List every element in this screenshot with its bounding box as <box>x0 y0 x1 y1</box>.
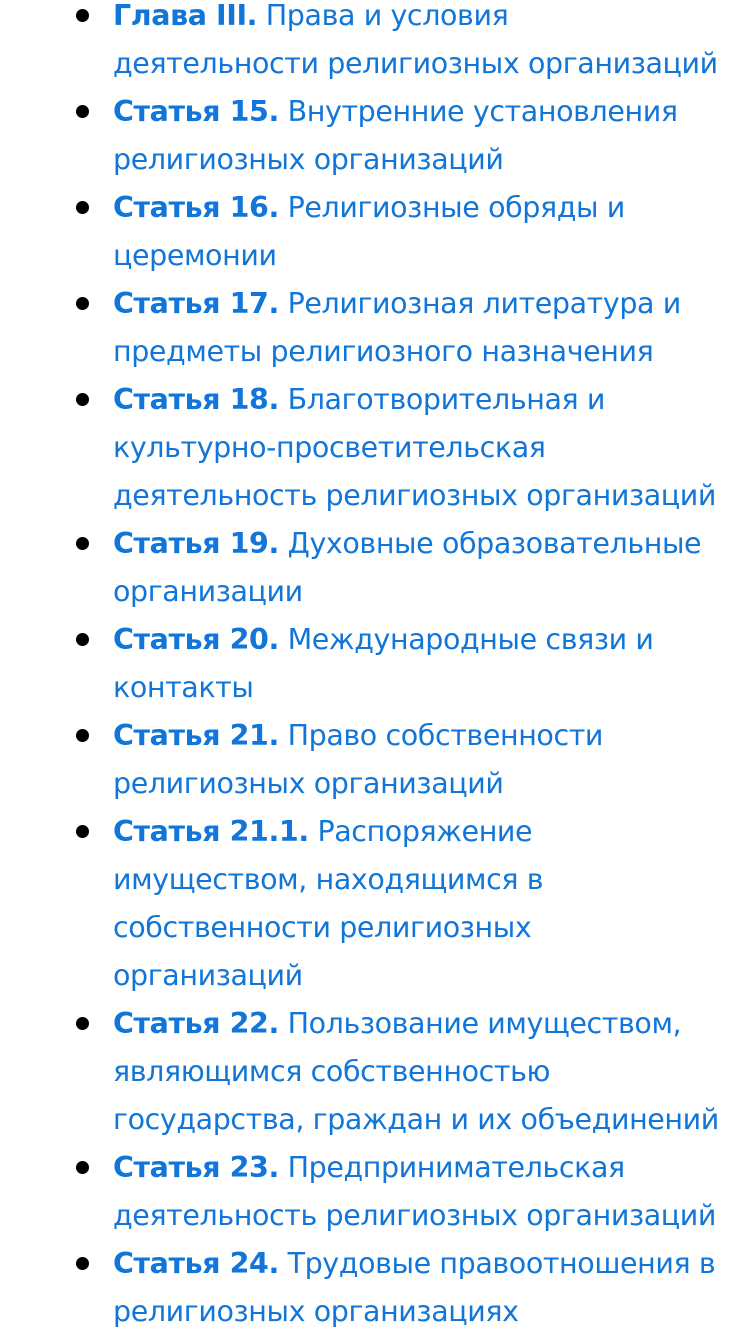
toc-item-number: Статья 19. <box>113 527 279 560</box>
list-item <box>0 0 750 88</box>
list-item <box>0 520 750 616</box>
list-item <box>0 616 750 712</box>
toc-item-title: Распоряжение имуществом, находящимся в собственности религиозных организаций <box>113 815 544 992</box>
bullet-icon <box>76 825 89 838</box>
list-item <box>0 1240 750 1336</box>
toc-link-article-17[interactable] <box>113 287 681 368</box>
toc-item-number: Статья 15. <box>113 95 279 128</box>
toc-item-title: Благотворительная и культурно-просветительская деятельность религиозных организаций <box>113 383 717 512</box>
toc-item-number: Статья 22. <box>113 1007 279 1040</box>
bullet-icon <box>76 1161 89 1174</box>
toc-item-number: Статья 24. <box>113 1247 279 1280</box>
list-item <box>0 712 750 808</box>
toc-item-number: Статья 23. <box>113 1151 279 1184</box>
bullet-icon <box>76 633 89 646</box>
toc-item-title: Право собственности религиозных организаций <box>113 719 604 800</box>
list-item <box>0 184 750 280</box>
toc-item-number: Глава III. <box>113 0 258 32</box>
bullet-icon <box>76 393 89 406</box>
toc-item-title: Права и условия деятельности религиозных организаций <box>113 0 718 80</box>
bullet-icon <box>76 729 89 742</box>
toc-link-article-21[interactable] <box>113 719 603 800</box>
toc-item-title: Пользование имуществом, являющимся собственностью государства, граждан и их объединений <box>113 1007 719 1136</box>
toc-link-article-19[interactable] <box>113 527 701 608</box>
toc-item-number: Статья 21. <box>113 719 279 752</box>
toc-link-article-24[interactable] <box>113 1247 715 1328</box>
toc-link-article-23[interactable] <box>113 1151 716 1232</box>
toc-item-title: Религиозные обряды и церемонии <box>113 191 625 272</box>
toc-item-title: Трудовые правоотношения в религиозных организациях <box>113 1247 716 1328</box>
bullet-icon <box>76 1017 89 1030</box>
toc-item-title: Международные связи и контакты <box>113 623 654 704</box>
toc-link-article-15[interactable] <box>113 95 678 176</box>
toc-link-article-22[interactable] <box>113 1007 719 1136</box>
toc-item-number: Статья 21.1. <box>113 815 309 848</box>
toc-link-chapter-3[interactable] <box>113 0 718 80</box>
toc-link-article-21-1[interactable] <box>113 815 543 992</box>
list-item <box>0 280 750 376</box>
toc-link-article-20[interactable] <box>113 623 654 704</box>
bullet-icon <box>76 297 89 310</box>
toc-item-number: Статья 16. <box>113 191 279 224</box>
list-item <box>0 88 750 184</box>
toc-item-number: Статья 18. <box>113 383 279 416</box>
toc-link-article-18[interactable] <box>113 383 716 512</box>
bullet-icon <box>76 105 89 118</box>
bullet-icon <box>76 537 89 550</box>
bullet-icon <box>76 1257 89 1270</box>
list-item <box>0 376 750 520</box>
toc-item-title: Предпринимательская деятельность религиозных организаций <box>113 1151 717 1232</box>
list-item <box>0 1000 750 1144</box>
toc-item-title: Религиозная литература и предметы религиозного назначения <box>113 287 681 368</box>
toc-item-number: Статья 17. <box>113 287 279 320</box>
list-item <box>0 808 750 1000</box>
toc-item-title: Внутренние установления религиозных организаций <box>113 95 678 176</box>
bullet-icon <box>76 9 89 22</box>
toc-item-title: Духовные образовательные организации <box>113 527 702 608</box>
list-item <box>0 1144 750 1240</box>
toc-link-article-16[interactable] <box>113 191 625 272</box>
toc-item-number: Статья 20. <box>113 623 279 656</box>
bullet-icon <box>76 201 89 214</box>
